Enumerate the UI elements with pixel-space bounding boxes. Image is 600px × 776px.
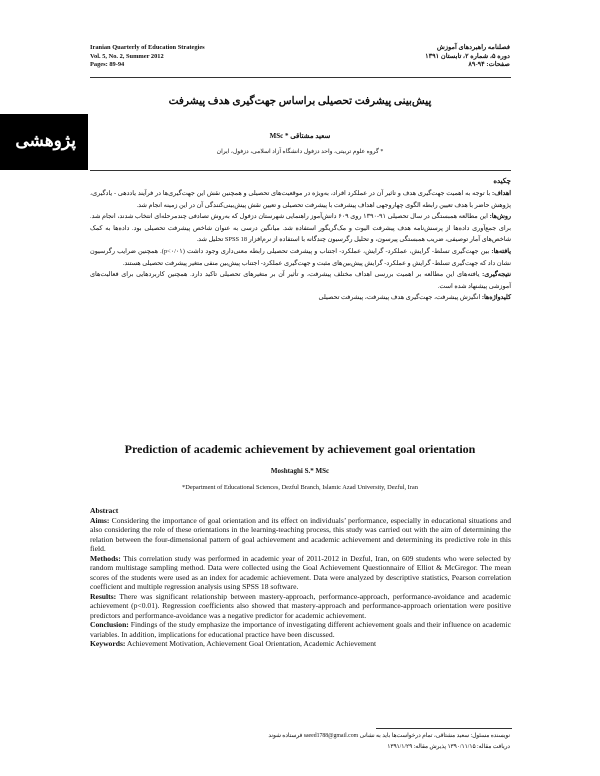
english-abstract [90, 506, 511, 649]
journal-info-persian [425, 44, 510, 70]
english-aims-label: Aims: [90, 515, 110, 525]
journal-name: Iranian Quarterly of Education Strategies [90, 44, 205, 51]
persian-conclusion-label: نتیجه‌گیری: [482, 271, 511, 279]
english-conclusion-text: Findings of the study emphasize the importance of investigating different achievement goals and their influence on academic variables. In addition, implications for educational practice have been discussed. [90, 620, 511, 639]
journal-volume-fa: دوره ۵، شماره ۲، تابستان ۱۳۹۱ [425, 52, 510, 60]
footer-correspondence: نویسنده مسئول: سعید مشتاقی، تمام درخواست‌ها باید به نشانی saeed1788@gmail.com فرستاده شوند [268, 733, 510, 739]
english-keywords-label: Keywords: [90, 639, 126, 648]
persian-abstract [90, 188, 511, 304]
english-methods-text: This correlation study was performed in academic year of 2011-2012 in Dezful, Iran, on 609 students who were selected by random multistage sampling method. Data were collected using the Goal Achievement Questionnaire of Elliot & McGregor. The mean scores of the students were used as an index for academic achievement. Data were analyzed by descriptive statistics, Pearson correlation coefficient and multiple regression analysis using SPSS 18 software. [90, 553, 511, 591]
footer-dates: دریافت مقاله: ۱۳۹۰/۱۱/۱۵ پذیرش مقاله: ۱۳۹۱/۱/۲۹ [387, 744, 510, 750]
footnote-divider [376, 728, 512, 729]
english-aims [90, 516, 511, 554]
english-conclusion [90, 620, 511, 639]
journal-info-english [90, 44, 205, 70]
english-methods [90, 554, 511, 592]
persian-methods-text: این مطالعه همبستگی در سال تحصیلی ۹۱-۱۳۹۰ روی ۶۰۹ دانش‌آموز راهنمایی شهرستان دزفول که به‌روش تصادفی چندمرحله‌ای انتخاب شدند، انجام شد. برای جمع‌آوری داده‌ها از پرسش‌نامه هدف پیشرفت الیوت و مک‌گریگور استفاده شد. میانگین درسی به عنوان شاخص پیشرفت تحصیلی بود. داده‌ها به کمک شاخص‌های آمار توصیفی، ضریب همبستگی پیرسون، و تحلیل رگرسیون چندگانه با استفاده از نرم‌افزار SPSS 18 تحلیل شد. [90, 213, 511, 244]
english-conclusion-label: Conclusion: [90, 620, 129, 629]
english-methods-label: Methods: [90, 553, 121, 563]
english-keywords-text: Achievement Motivation, Achievement Goal Orientation, Academic Achievement [125, 639, 377, 648]
persian-keywords-label: کلیدواژه‌ها: [481, 294, 511, 302]
english-title: Prediction of academic achievement by achievement goal orientation [124, 442, 476, 456]
journal-volume: Vol. 5, No. 2, Summer 2012 [90, 52, 164, 60]
persian-findings-text: بین جهت‌گیری تسلط- گرایش، عملکرد- گرایش، عملکرد- اجتناب و پیشرفت تحصیلی رابطه معنی‌داری وجود داشت (p<۰/۰۱). همچنین ضرایب رگرسیون نشان داد که جهت‌گیری تسلط- گرایش و عملکرد- گرایش پیش‌بین‌های مثبت و جهت‌گیری عملکرد- اجتناب پیش‌بین منفی متغیر پیشرفت تحصیلی هستند. [90, 247, 511, 267]
persian-conclusion [90, 269, 511, 292]
persian-affiliation: * گروه علوم تربیتی، واحد دزفول دانشگاه آزاد اسلامی، دزفول، ایران [216, 149, 384, 155]
english-aims-text: Considering the importance of goal orientation and its effect on individuals’ performance, especially in educational situations and also considering the role of these orientations in the learning-teaching process, this study was carried out with the aim of determining the relation between the four-dimensional pattern of goal achievement and academic achievement and determining its predictive role in this field. [90, 515, 511, 553]
english-results-text: There was significant relationship between mastery-approach, performance-approach, performance-avoidance and academic achievement (p<0.01). Regression coefficients also showed that mastery-approach and performance-approach orientation were positive predictors and performance-avoidance was a negative predictor for academic achievement. [90, 591, 511, 620]
persian-divider [90, 170, 511, 171]
header-divider [90, 77, 511, 78]
persian-aims-label: اهداف: [491, 190, 511, 197]
persian-abstract-heading: چکیده [493, 177, 511, 185]
section-label-box [0, 114, 88, 170]
persian-title: پیش‌بینی پیشرفت تحصیلی براساس جهت‌گیری هدف پیشرفت [168, 96, 432, 107]
english-author: Moshtaghi S.* MSc [270, 467, 330, 475]
persian-methods-label: روش‌ها: [489, 213, 511, 221]
english-keywords [90, 639, 511, 649]
section-label: پژوهشی [15, 131, 76, 150]
persian-aims [90, 188, 511, 211]
english-affiliation: *Department of Educational Sciences, Dezful Branch, Islamic Azad University, Dezful, Iran [182, 484, 418, 491]
english-results-label: Results: [90, 591, 117, 601]
persian-findings [90, 246, 511, 269]
journal-pages: Pages: 89-94 [90, 61, 125, 69]
english-abstract-heading: Abstract [90, 506, 119, 515]
persian-findings-label: یافته‌ها: [491, 247, 511, 255]
persian-conclusion-text: یافته‌های این مطالعه بر اهمیت بررسی اهداف مختلف پیشرفت، و تأثیر آن بر متغیرهای تحصیلی تاکید دارد. همچنین کاربردهایی برای فعالیت‌های آموزشی پیشنهاد شده است. [90, 271, 511, 290]
journal-name-fa: فصلنامه راهبردهای آموزش [436, 44, 510, 51]
persian-methods [90, 211, 511, 246]
persian-keywords [90, 292, 511, 304]
persian-aims-text: با توجه به اهمیت جهت‌گیری هدف و تاثیر آن در عملکرد افراد، به‌ویژه در موقعیت‌های تحصیلی و همچنین نقش این جهت‌گیری‌ها در فرآیند یاددهی - یادگیری، پژوهش حاضر با هدف تعیین رابطه الگوی چهاروجهی اهداف پیشرفت با پیشرفت تحصیلی و تعیین نقش پیش‌بینی‌کنندگی آن در این زمینه انجام شد. [90, 190, 511, 209]
journal-pages-fa: صفحات: ۹۴-۸۹ [468, 61, 510, 69]
persian-keywords-text: انگیزش پیشرفت، جهت‌گیری هدف پیشرفت، پیشرفت تحصیلی [318, 294, 482, 302]
english-results [90, 592, 511, 621]
persian-author: سعید مشتاقی * MSc [269, 132, 331, 140]
